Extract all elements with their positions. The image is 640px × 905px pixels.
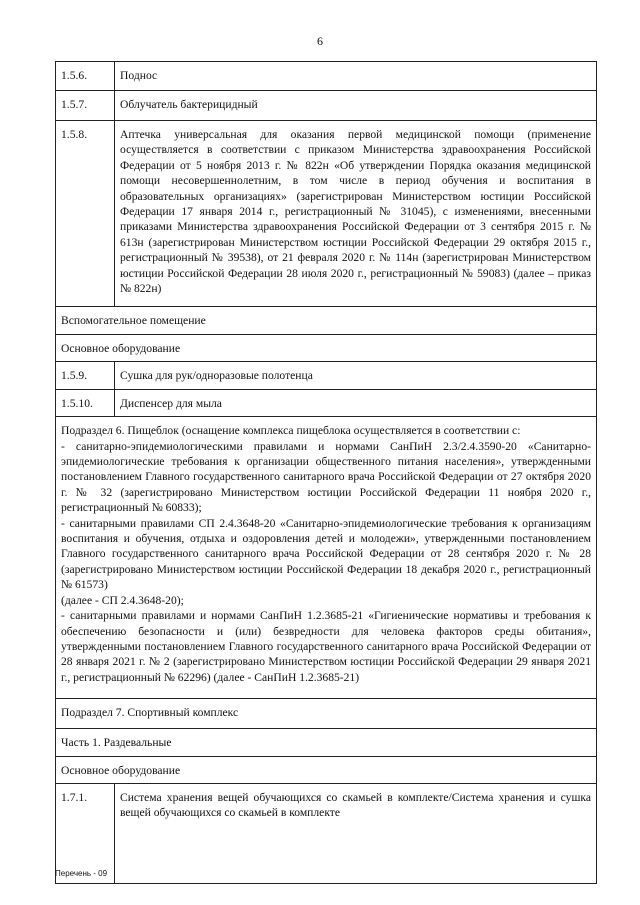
table-row [56,62,597,91]
subsection-6-item-2: - санитарными правилами СП 2.4.3648-20 «Санитарно-эпидемиологические требования к организациям воспитания и обучения, отдыха и оздоровления детей и молодежи», утвержденными постановлением Главного государственного санитарного врача Российской Федерации от 28 сентября 2020 г. № 28 (зарегистрировано Министерством юстиции Российской Федерации 18 декабря 2020 г., регистрационный № 61573) [61,516,591,592]
row-text: Аптечка универсальная для оказания первой медицинской помощи (применение осуществляется в соответствии с приказом Министерства здравоохранения Российской Федерации от 5 ноября 2013 г. № 822н «Об утверждении Порядка оказания медицинской помощи несовершеннолетним, в том числе в период обучения и воспитания в образовательных организациях» (зарегистрирован Министерством юстиции Российской Федерации 17 января 2014 г., регистрационный № 31045), с изменениями, внесенными приказами Министерства здравоохранения Российской Федерации от 3 сентября 2015 г. № 613н (зарегистрирован Министерством юстиции Российской Федерации 29 октября 2015 г., регистрационный № 39538), от 21 февраля 2020 г. № 114н (зарегистрирован Министерством юстиции Российской Федерации 28 июля 2020 г., регистрационный № 59083) (далее – приказ № 822н) [115,121,597,307]
table-row [56,121,597,307]
section-heading: Основное оборудование [56,335,597,362]
row-number: 1.5.6. [56,62,115,91]
table-row [56,91,597,121]
table-row [56,389,597,416]
row-text: Система хранения вещей обучающихся со скамьей в комплекте/Система хранения и сушка вещей обучающихся со скамьей в комплекте [115,784,597,884]
equipment-table [55,61,597,884]
subsection-6-item-1: - санитарно-эпидемиологическими правилами и нормами СанПиН 2.3/2.4.3590-20 «Санитарно-эпидемиологические требования к организации общественного питания населения», утвержденными постановлением Главного государственного санитарного врача Российской Федерации от 27 октября 2020 г. № 32 (зарегистрировано Министерством юстиции Российской Федерации 11 ноября 2020 г., регистрационный № 60833); [61,439,591,515]
row-text: Диспенсер для мыла [115,389,597,416]
subsection-7-heading: Подраздел 7. Спортивный комплекс [56,699,597,729]
subsection-6-item-3: - санитарными правилами и нормами СанПиН 1.2.3685-21 «Гигиенические нормативы и требования к обеспечению безопасности и (или) безвредности для человека факторов среды обитания», утвержденными постановлением Главного государственного санитарного врача Российской Федерации от 28 января 2021 г. № 2 (зарегистрировано Министерством юстиции Российской Федерации 29 января 2021 г., регистрационный № 62296) (далее - СанПиН 1.2.3685-21) [61,609,591,684]
row-number: 1.5.9. [56,362,115,389]
row-number: 1.7.1. [56,784,115,884]
page-number: 6 [317,34,323,48]
row-number: 1.5.8. [56,121,115,307]
table-row [56,784,597,884]
row-number: 1.5.10. [56,389,115,416]
footer-label: Перечень - 09 [55,869,108,878]
section-heading-row [56,756,597,783]
section-heading-row [56,307,597,335]
subsection-6-item-2-tail: (далее - СП 2.4.3648-20); [61,593,184,607]
row-text: Поднос [115,62,597,91]
row-number: 1.5.7. [56,91,115,121]
section-heading-row [56,699,597,729]
section-heading: Вспомогательное помещение [56,307,597,335]
subsection-6-heading: Подраздел 6. Пищеблок (оснащение комплекса пищеблока осуществляется в соответствии с: [61,424,521,438]
row-text: Сушка для рук/одноразовые полотенца [115,362,597,389]
part-1-heading: Часть 1. Раздевальные [56,729,597,756]
section-heading-row [56,729,597,756]
subsection-row [56,417,597,699]
subsection-6-text [56,417,597,699]
section-heading-row [56,335,597,362]
row-text: Облучатель бактерицидный [115,91,597,121]
section-heading: Основное оборудование [56,756,597,783]
table-row [56,362,597,389]
